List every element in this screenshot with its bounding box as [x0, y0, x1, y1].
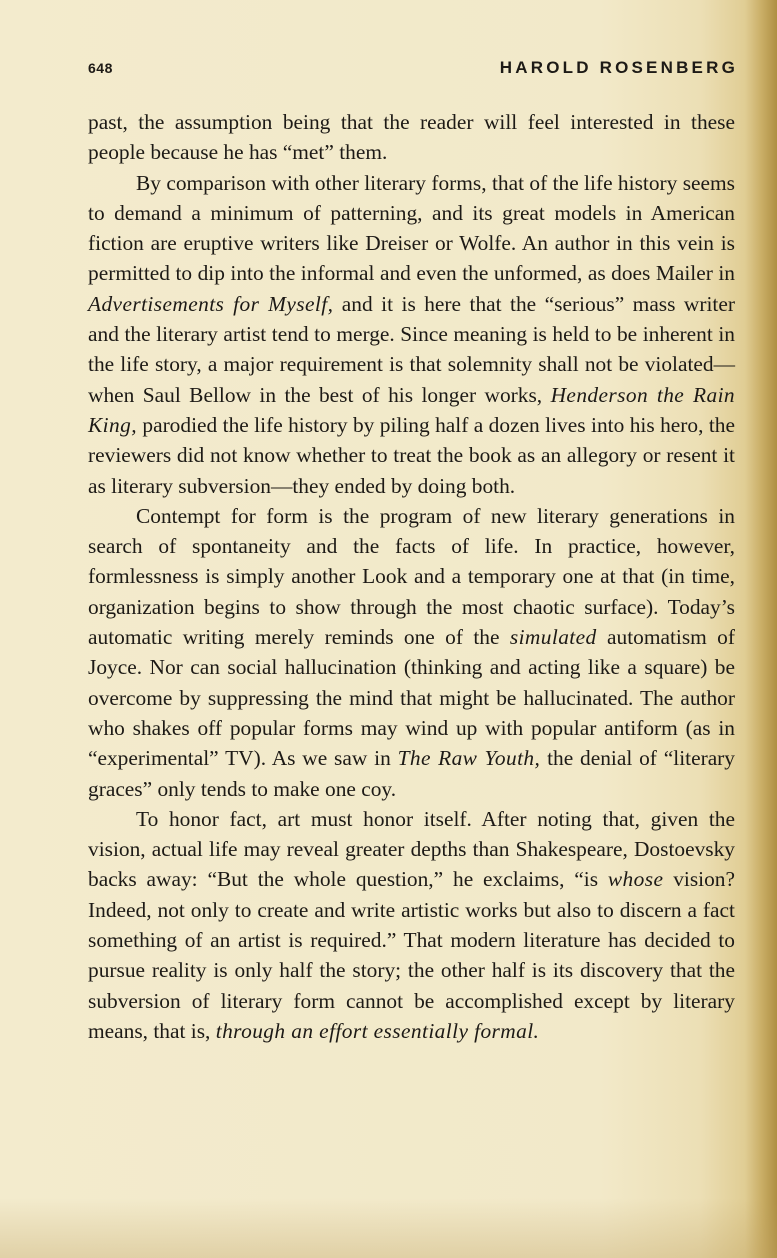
book-title-henderson-the-rain-king: Henderson the Rain King, [88, 382, 736, 437]
paragraph-2 [88, 168, 735, 501]
paragraph-3 [88, 501, 735, 804]
emphasis-whose: whose [607, 867, 664, 892]
text-run: vision? Indeed, not only to create and write artistic works but also to discern a fact something of an artist is required.” That modern literature has decided to pursue reality is only half the story; the other half is its discovery that the subversion of literary form cannot be accomplished except by literary means, that is, [88, 867, 735, 1043]
paragraph-4 [88, 804, 735, 1046]
page-number: 648 [88, 60, 113, 76]
text-run: By comparison with other literary forms, that of the life history seems to demand a minimum of patterning, and its great models in American fiction are eruptive writers like Dreiser or Wolfe. An author in this vein is permitted to dip into the informal and even the unformed, as does Mailer in [88, 170, 735, 286]
running-head-author: HAROLD ROSENBERG [499, 58, 738, 77]
body-text [88, 107, 735, 1046]
text-run: past, the assumption being that the reader will feel interested in these people because he has “met” them. [88, 110, 735, 165]
text-run: Contempt for form is the program of new literary generations in search of spontaneity and the facts of life. In practice, however, formlessness is simply another Look and a temporary one at that (in time, organization begins to show through the most chaotic surface). Today’s automatic writing merely reminds one of the [88, 503, 735, 650]
text-run: To honor fact, art must honor itself. After noting that, given the vision, actual life may reveal greater depths than Shakespeare, Dostoevsky backs away: “But the whole question,” he exclaims, “is [88, 806, 735, 892]
emphasis-effort-essentially-formal: through an effort essentially formal. [215, 1018, 540, 1043]
book-title-advertisements-for-myself: Advertisements for Myself, [88, 291, 334, 316]
running-head [88, 58, 738, 84]
emphasis-simulated: simulated [509, 625, 597, 650]
text-run: and it is here that the “serious” mass writer and the literary artist tend to merge. Since meaning is held to be inherent in the life story, a major requirement is that solemnity shall not be violated—when Saul Bellow in the best of his longer works, [88, 291, 735, 407]
text-run: parodied the life history by piling half a dozen lives into his hero, the reviewers did not know whether to treat the book as an allegory or resent it as literary subversion—they ended by doing both. [88, 412, 735, 498]
text-run: automatism of Joyce. Nor can social hallucination (thinking and acting like a square) be overcome by suppressing the mind that might be hallucinated. The author who shakes off popular forms may wind up with popular antiform (as in “experimental” TV). As we saw in [88, 625, 736, 771]
book-title-the-raw-youth: The Raw Youth, [397, 746, 541, 771]
text-run: the denial of “literary graces” only tends to make one coy. [88, 746, 736, 801]
paragraph-1 [88, 107, 735, 168]
